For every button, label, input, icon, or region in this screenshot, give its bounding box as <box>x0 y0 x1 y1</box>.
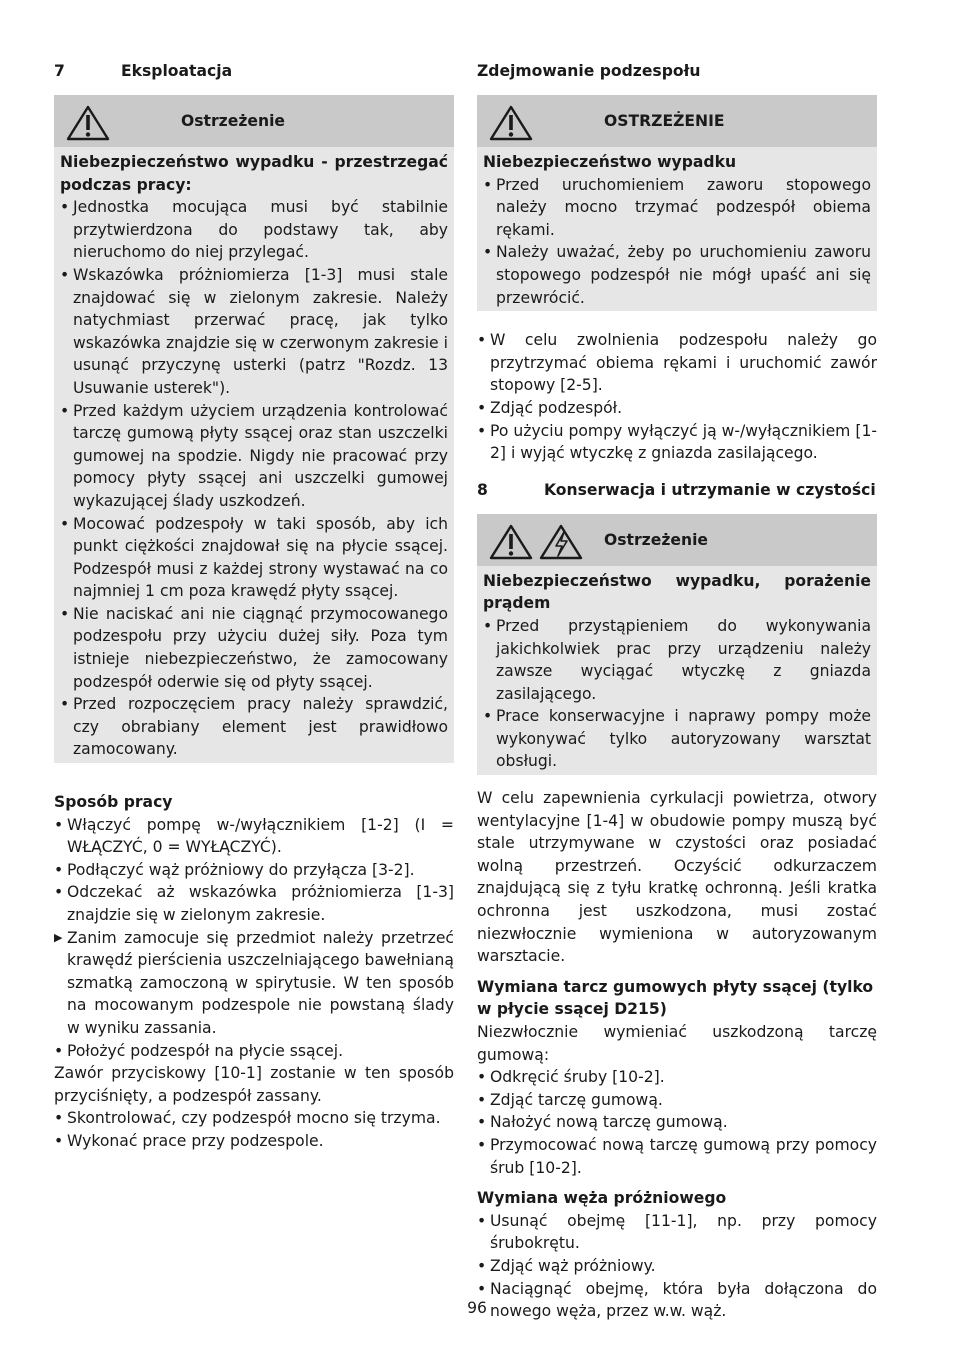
list-item: • Usunąć obejmę [11-1], np. przy pomocy śrubokrętu. <box>477 1210 877 1255</box>
warning-body <box>54 147 454 763</box>
page-number: 96 <box>467 1299 487 1317</box>
list-item: • Naciągnąć obejmę, która była dołączona do nowego węża, przez w.w. wąż. <box>477 1278 877 1323</box>
list-item: • Prace konserwacyjne i naprawy pompy może wykonywać tylko autoryzowany warsztat obsługi. <box>483 705 871 773</box>
warning-body <box>477 147 877 311</box>
warning-label: Ostrzeżenie <box>181 112 286 130</box>
section-number: 8 <box>477 480 488 499</box>
list-item: • Nie naciskać ani nie ciągnąć przymocowanego podzespołu przy użyciu dużej siły. Poza tym istnieje niebezpieczeństwo, że zamocowany podzespół oderwie się od płyty ssącej. <box>60 603 448 693</box>
right-column <box>477 60 877 1323</box>
left-column <box>54 60 454 1153</box>
list-item: • Przed każdym użyciem urządzenia kontrolować tarczę gumową płyty ssącej oraz stan uszczelki gumowej na spodzie. Nigdy nie pracować przy pomocy płyty ssącej ani uszczelki gumowej wykazującej ślady uszkodzeń. <box>60 400 448 513</box>
list-item: • W celu zwolnienia podzespołu należy go przytrzymać obiema rękami i uruchomić zawór stopowy [2-5]. <box>477 329 877 397</box>
operation-warning-box <box>54 95 454 763</box>
method-list <box>54 814 454 1063</box>
warning-list <box>483 615 871 773</box>
discs-paragraph: Niezwłocznie wymieniać uszkodzoną tarczę gumową: <box>477 1023 877 1064</box>
section-title: Eksploatacja <box>121 62 233 80</box>
section-title: Konserwacja i utrzymanie w czystości <box>544 480 876 499</box>
section-number: 7 <box>54 62 65 80</box>
list-item: • Przymocować nową tarczę gumową przy pomocy śrub [10-2]. <box>477 1134 877 1179</box>
list-item: • Skontrolować, czy podzespół mocno się trzyma. <box>54 1107 454 1130</box>
list-item: • Odkręcić śruby [10-2]. <box>477 1066 877 1089</box>
instruction-item: ▶ Zanim zamocuje się przedmiot należy przetrzeć krawędź pierścienia uszczelniającego bawełnianą szmatką zamoczoną w spirytusie. W ten sposób na mocowanym podzespole nie powstaną ślady w wyniku zassania. <box>54 927 454 1040</box>
warning-triangle-icon <box>489 524 533 560</box>
list-item: • Mocować podzespoły w taki sposób, aby ich punkt ciężkości znajdował się na płycie ssącej. Podzespół musi z każdej strony wystawać na co najmniej 1 cm poza krawędź płyty ssącej. <box>60 513 448 603</box>
maintenance-warning-box <box>477 514 877 775</box>
warning-label: Ostrzeżenie <box>604 530 709 549</box>
list-item: • Przed rozpoczęciem pracy należy sprawdzić, czy obrabiany element jest prawidłowo zamocowany. <box>60 693 448 761</box>
warning-bar <box>54 95 454 147</box>
warning-body <box>477 566 877 775</box>
remove-list <box>477 329 877 465</box>
list-item: • Zdjąć podzespół. <box>477 397 877 420</box>
remove-warning-box <box>477 95 877 311</box>
list-item: • Podłączyć wąż próżniowy do przyłącza [3-2]. <box>54 859 454 882</box>
list-item: • Po użyciu pompy wyłączyć ją w-/wyłącznikiem [1-2] i wyjąć wtyczkę z gniazda zasilającego. <box>477 420 877 465</box>
section-7-heading <box>54 60 454 82</box>
warning-bar <box>477 95 877 147</box>
list-item: • Położyć podzespół na płycie ssącej. <box>54 1040 454 1063</box>
hose-title: Wymiana węża próżniowego <box>477 1189 727 1208</box>
list-item: • Wykonać prace przy podzespole. <box>54 1130 454 1153</box>
warning-label: OSTRZEŻENIE <box>604 112 725 130</box>
warning-list <box>60 196 448 761</box>
remove-title: Zdejmowanie podzespołu <box>477 62 701 80</box>
maintenance-paragraph: W celu zapewnienia cyrkulacji powietrza, otwory wentylacyjne [1-4] w obudowie pompy muszą być stale utrzymywane w czystości oraz posiadać wolną przestrzeń. Oczyścić odkurzaczem znajdującą się z tyłu kratkę ochronną. Jeśli kratka ochronna jest uszkodzona, musi zostać niezwłocznie wymieniona w autoryzowanym warsztacie. <box>477 789 877 966</box>
section-8-heading <box>477 479 877 501</box>
danger-statement: Niebezpieczeństwo wypadku <box>483 153 737 171</box>
danger-statement: Niebezpieczeństwo wypadku - przestrzegać podczas pracy: <box>60 153 448 194</box>
list-item: • Przed uruchomieniem zaworu stopowego należy mocno trzymać podzespół obiema rękami. <box>483 174 871 242</box>
list-item: • Włączyć pompę w-/wyłącznikiem [1-2] (I = WŁĄCZYĆ, 0 = WYŁĄCZYĆ). <box>54 814 454 859</box>
discs-title: Wymiana tarcz gumowych płyty ssącej (tylko w płycie ssącej D215) <box>477 977 874 1019</box>
list-item: • Przed przystąpieniem do wykonywania jakichkolwiek prac przy urządzeniu należy zawsze wyciągać wtyczkę z gniazda zasilającego. <box>483 615 871 705</box>
danger-statement: Niebezpieczeństwo wypadku, porażenie prądem <box>483 571 871 613</box>
method-paragraph: Zawór przyciskowy [10-1] zostanie w ten sposób przyciśnięty, a podzespół zassany. <box>54 1064 454 1105</box>
discs-list <box>477 1066 877 1179</box>
warning-triangle-icon <box>66 105 110 141</box>
list-item: • Wskazówka próżniomierza [1-3] musi stale znajdować się w zielonym zakresie. Należy natychmiast przerwać pracę, jak tylko wskazówka znajdzie się w czerwonym zakresie i usunąć przyczynę usterki (patrz "Rozdz. 13 Usuwanie usterek"). <box>60 264 448 400</box>
method-list-b <box>54 1107 454 1152</box>
list-item: • Zdjąć tarczę gumową. <box>477 1089 877 1112</box>
method-title: Sposób pracy <box>54 793 173 812</box>
warning-triangle-icon <box>489 105 533 141</box>
list-item: • Nałożyć nową tarczę gumową. <box>477 1111 877 1134</box>
list-item: • Jednostka mocująca musi być stabilnie przytwierdzona do podstawy tak, aby nieruchomo do niej przylegać. <box>60 196 448 264</box>
list-item: • Odczekać aż wskazówka próżniomierza [1-3] znajdzie się w zielonym zakresie. <box>54 881 454 926</box>
warning-list <box>483 174 871 310</box>
list-item: • Należy uważać, żeby po uruchomieniu zaworu stopowego podzespół nie mógł upaść ani się przewrócić. <box>483 241 871 309</box>
list-item: • Zdjąć wąż próżniowy. <box>477 1255 877 1278</box>
warning-bar <box>477 514 877 566</box>
high-voltage-icon <box>539 524 583 560</box>
